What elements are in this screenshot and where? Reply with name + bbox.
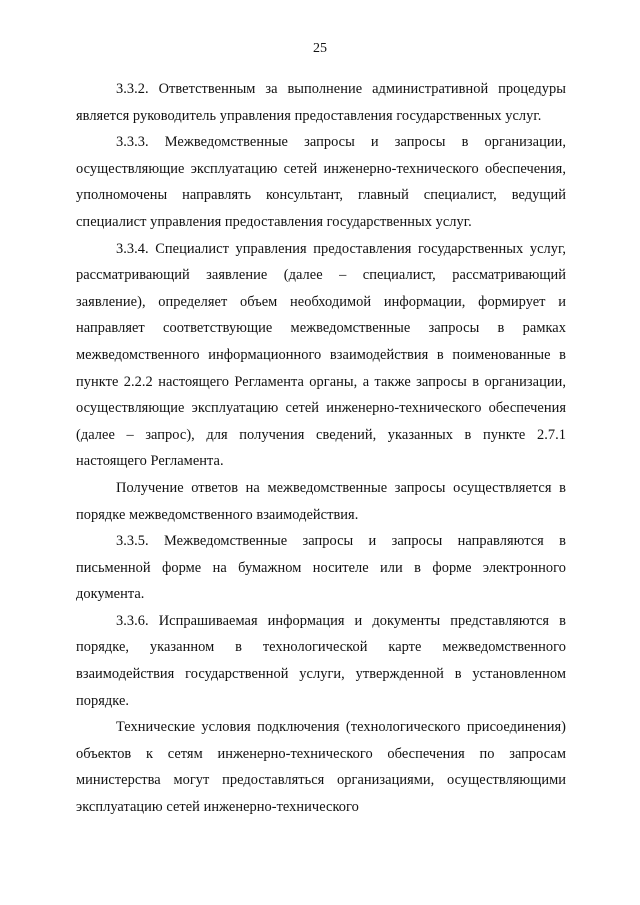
- paragraph-technical-conditions: Технические условия подключения (технологического присоединения) объектов к сетям инженерно-технического обеспечения по запросам министерства могут предоставляться организациями, осуществляющими эксплуатацию сетей инженерно-технического: [76, 719, 566, 816]
- paragraph-3-3-5: 3.3.5. Межведомственные запросы и запросы направляются в письменной форме на бумажном носителе или в форме электронного документа.: [76, 533, 566, 603]
- page-number: 25: [313, 41, 327, 56]
- paragraph-3-3-4: 3.3.4. Специалист управления предоставления государственных услуг, рассматривающий заявление (далее – специалист, рассматривающий заявление), определяет объем необходимой информации, формирует и направляет соответствующие межведомственные запросы в рамках межведомственного информационного взаимодействия в поименованные в пункте 2.2.2 настоящего Регламента органы, а также запросы в организации, осуществляющие эксплуатацию сетей инженерно-технического обеспечения (далее – запрос), для получения сведений, указанных в пункте 2.7.1 настоящего Регламента.: [76, 240, 566, 470]
- paragraph-responses: Получение ответов на межведомственные запросы осуществляется в порядке межведомственного взаимодействия.: [76, 479, 566, 523]
- document-body: [76, 76, 566, 821]
- paragraph-3-3-3: 3.3.3. Межведомственные запросы и запросы в организации, осуществляющие эксплуатацию сетей инженерно-технического обеспечения, уполномочены направлять консультант, главный специалист, ведущий специалист управления предоставления государственных услуг.: [76, 134, 566, 230]
- paragraph-3-3-6: 3.3.6. Испрашиваемая информация и документы представляются в порядке, указанном в технологической карте межведомственного взаимодействия государственной услуги, утвержденной в установленном порядке.: [76, 612, 566, 709]
- paragraph-3-3-2: 3.3.2. Ответственным за выполнение административной процедуры является руководитель управления предоставления государственных услуг.: [76, 81, 566, 124]
